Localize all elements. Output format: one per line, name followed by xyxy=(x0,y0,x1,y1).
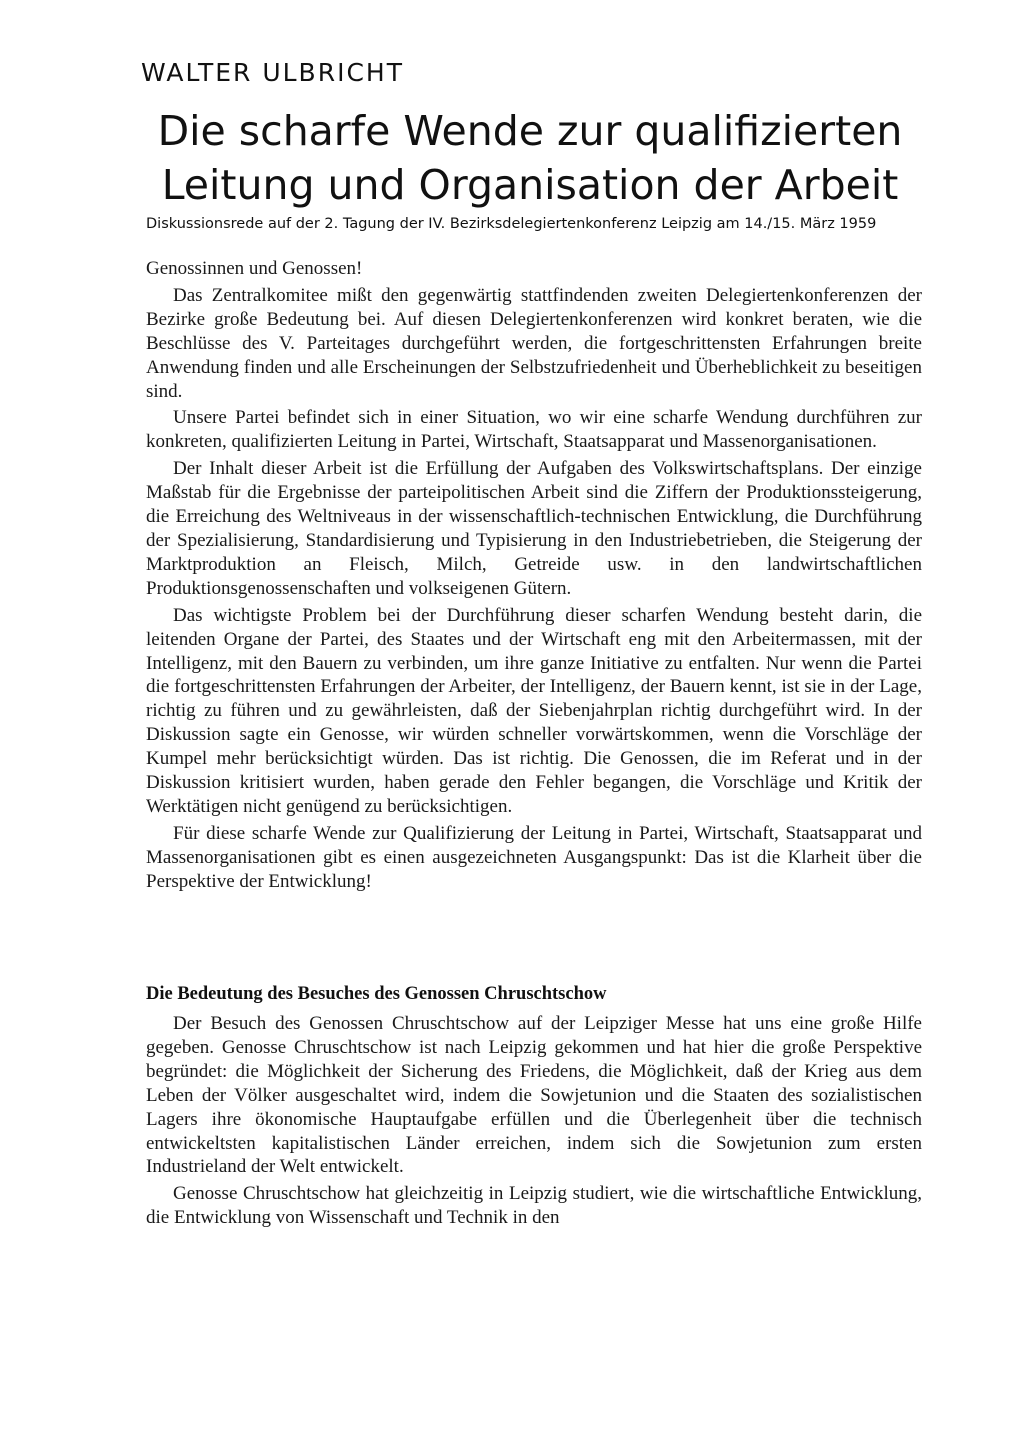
paragraph: Für diese scharfe Wende zur Qualifizierung der Leitung in Partei, Wirtschaft, Staatsapparat und Massenorganisationen gibt es einen ausgezeichneten Ausgangspunkt: Das ist die Klarheit über die Perspektive der Entwicklung! xyxy=(146,822,922,892)
paragraph: Das wichtigste Problem bei der Durchführung dieser scharfen Wendung besteht darin, die leitenden Organe der Partei, des Staates und der Wirtschaft eng mit den Arbeitermassen, mit der Intelligenz, mit den Bauern zu verbinden, um ihre ganze Initiative zu entfalten. Nur wenn die Partei die fortgeschrittensten Erfahrungen der Arbeiter, der Intelligenz, der Bauern kennt, ist sie in der Lage, richtig zu führen und zu gewährleisten, daß der Siebenjahrplan richtig durchgeführt wird. In der Diskussion sagte ein Genosse, wir würden schneller vorwärtskommen, wenn die Vorschläge der Kumpel mehr berücksichtigt würden. Das ist richtig. Die Genossen, die im Referat und in der Diskussion kritisiert wurden, haben gerade den Fehler begangen, die Vorschläge und Kritik der Werktätigen nicht genügend zu berücksichtigen. xyxy=(146,604,922,817)
article-subtitle: Diskussionsrede auf der 2. Tagung der IV. Bezirksdelegiertenkonferenz Leipzig am 14./15. März 1959 xyxy=(146,216,877,232)
section-1-body xyxy=(146,257,922,894)
article-title-line-1: Die scharfe Wende zur qualifizierten xyxy=(157,107,903,155)
paragraph: Das Zentralkomitee mißt den gegenwärtig stattfindenden zweiten Delegiertenkonferenzen der Bezirke große Bedeutung bei. Auf diesen Delegiertenkonferenzen wird konkret beraten, wie die Beschlüsse des V. Parteitages durchgeführt werden, die fortgeschrittensten Erfahrungen breite Anwendung finden und alle Erscheinungen der Selbstzufriedenheit und Überheblichkeit zu beseitigen sind. xyxy=(146,284,922,402)
paragraph: Der Inhalt dieser Arbeit ist die Erfüllung der Aufgaben des Volkswirtschaftsplans. Der einzige Maßstab für die Ergebnisse der parteipolitischen Arbeit sind die Ziffern der Produktionssteigerung, die Erreichung des Weltniveaus in der wissenschaftlich-technischen Entwicklung, die Durchführung der Spezialisierung, Standardisierung und Typisierung in den Industriebetrieben, die Steigerung der Marktproduktion an Fleisch, Milch, Getreide usw. in den landwirtschaftlichen Produktionsgenossenschaften und volkseigenen Gütern. xyxy=(146,458,922,599)
paragraph: Genosse Chruschtschow hat gleichzeitig in Leipzig studiert, wie die wirtschaftliche Entwicklung, die Entwicklung von Wissenschaft und Technik in den xyxy=(146,1183,922,1229)
salutation: Genossinnen und Genossen! xyxy=(146,258,363,279)
paragraph: Unsere Partei befindet sich in einer Situation, wo wir eine scharfe Wendung durchführen zur konkreten, qualifizierten Leitung in Partei, Wirtschaft, Staatsapparat und Massenorganisationen. xyxy=(146,407,922,453)
paragraph: Der Besuch des Genossen Chruschtschow auf der Leipziger Messe hat uns eine große Hilfe gegeben. Genosse Chruschtschow ist nach Leipzig gekommen und hat hier die große Perspektive begründet: die Möglichkeit der Sicherung des Friedens, die Möglichkeit, daß der Krieg aus dem Leben der Völker ausgeschaltet wird, indem die Sowjetunion und die Staaten des sozialistischen Lagers ihre ökonomische Hauptaufgabe erfüllen und die Überlegenheit über die technisch entwickeltsten kapitalistischen Länder erreichen, indem sich die Sowjetunion zum ersten Industrieland der Welt entwickelt. xyxy=(146,1013,922,1178)
section-2-body xyxy=(146,1012,922,1230)
article-title-line-2: Leitung und Organisation der Arbeit xyxy=(161,161,899,209)
author-name: WALTER ULBRICHT xyxy=(141,58,404,87)
section-heading: Die Bedeutung des Besuches des Genossen Chruschtschow xyxy=(146,984,607,1004)
